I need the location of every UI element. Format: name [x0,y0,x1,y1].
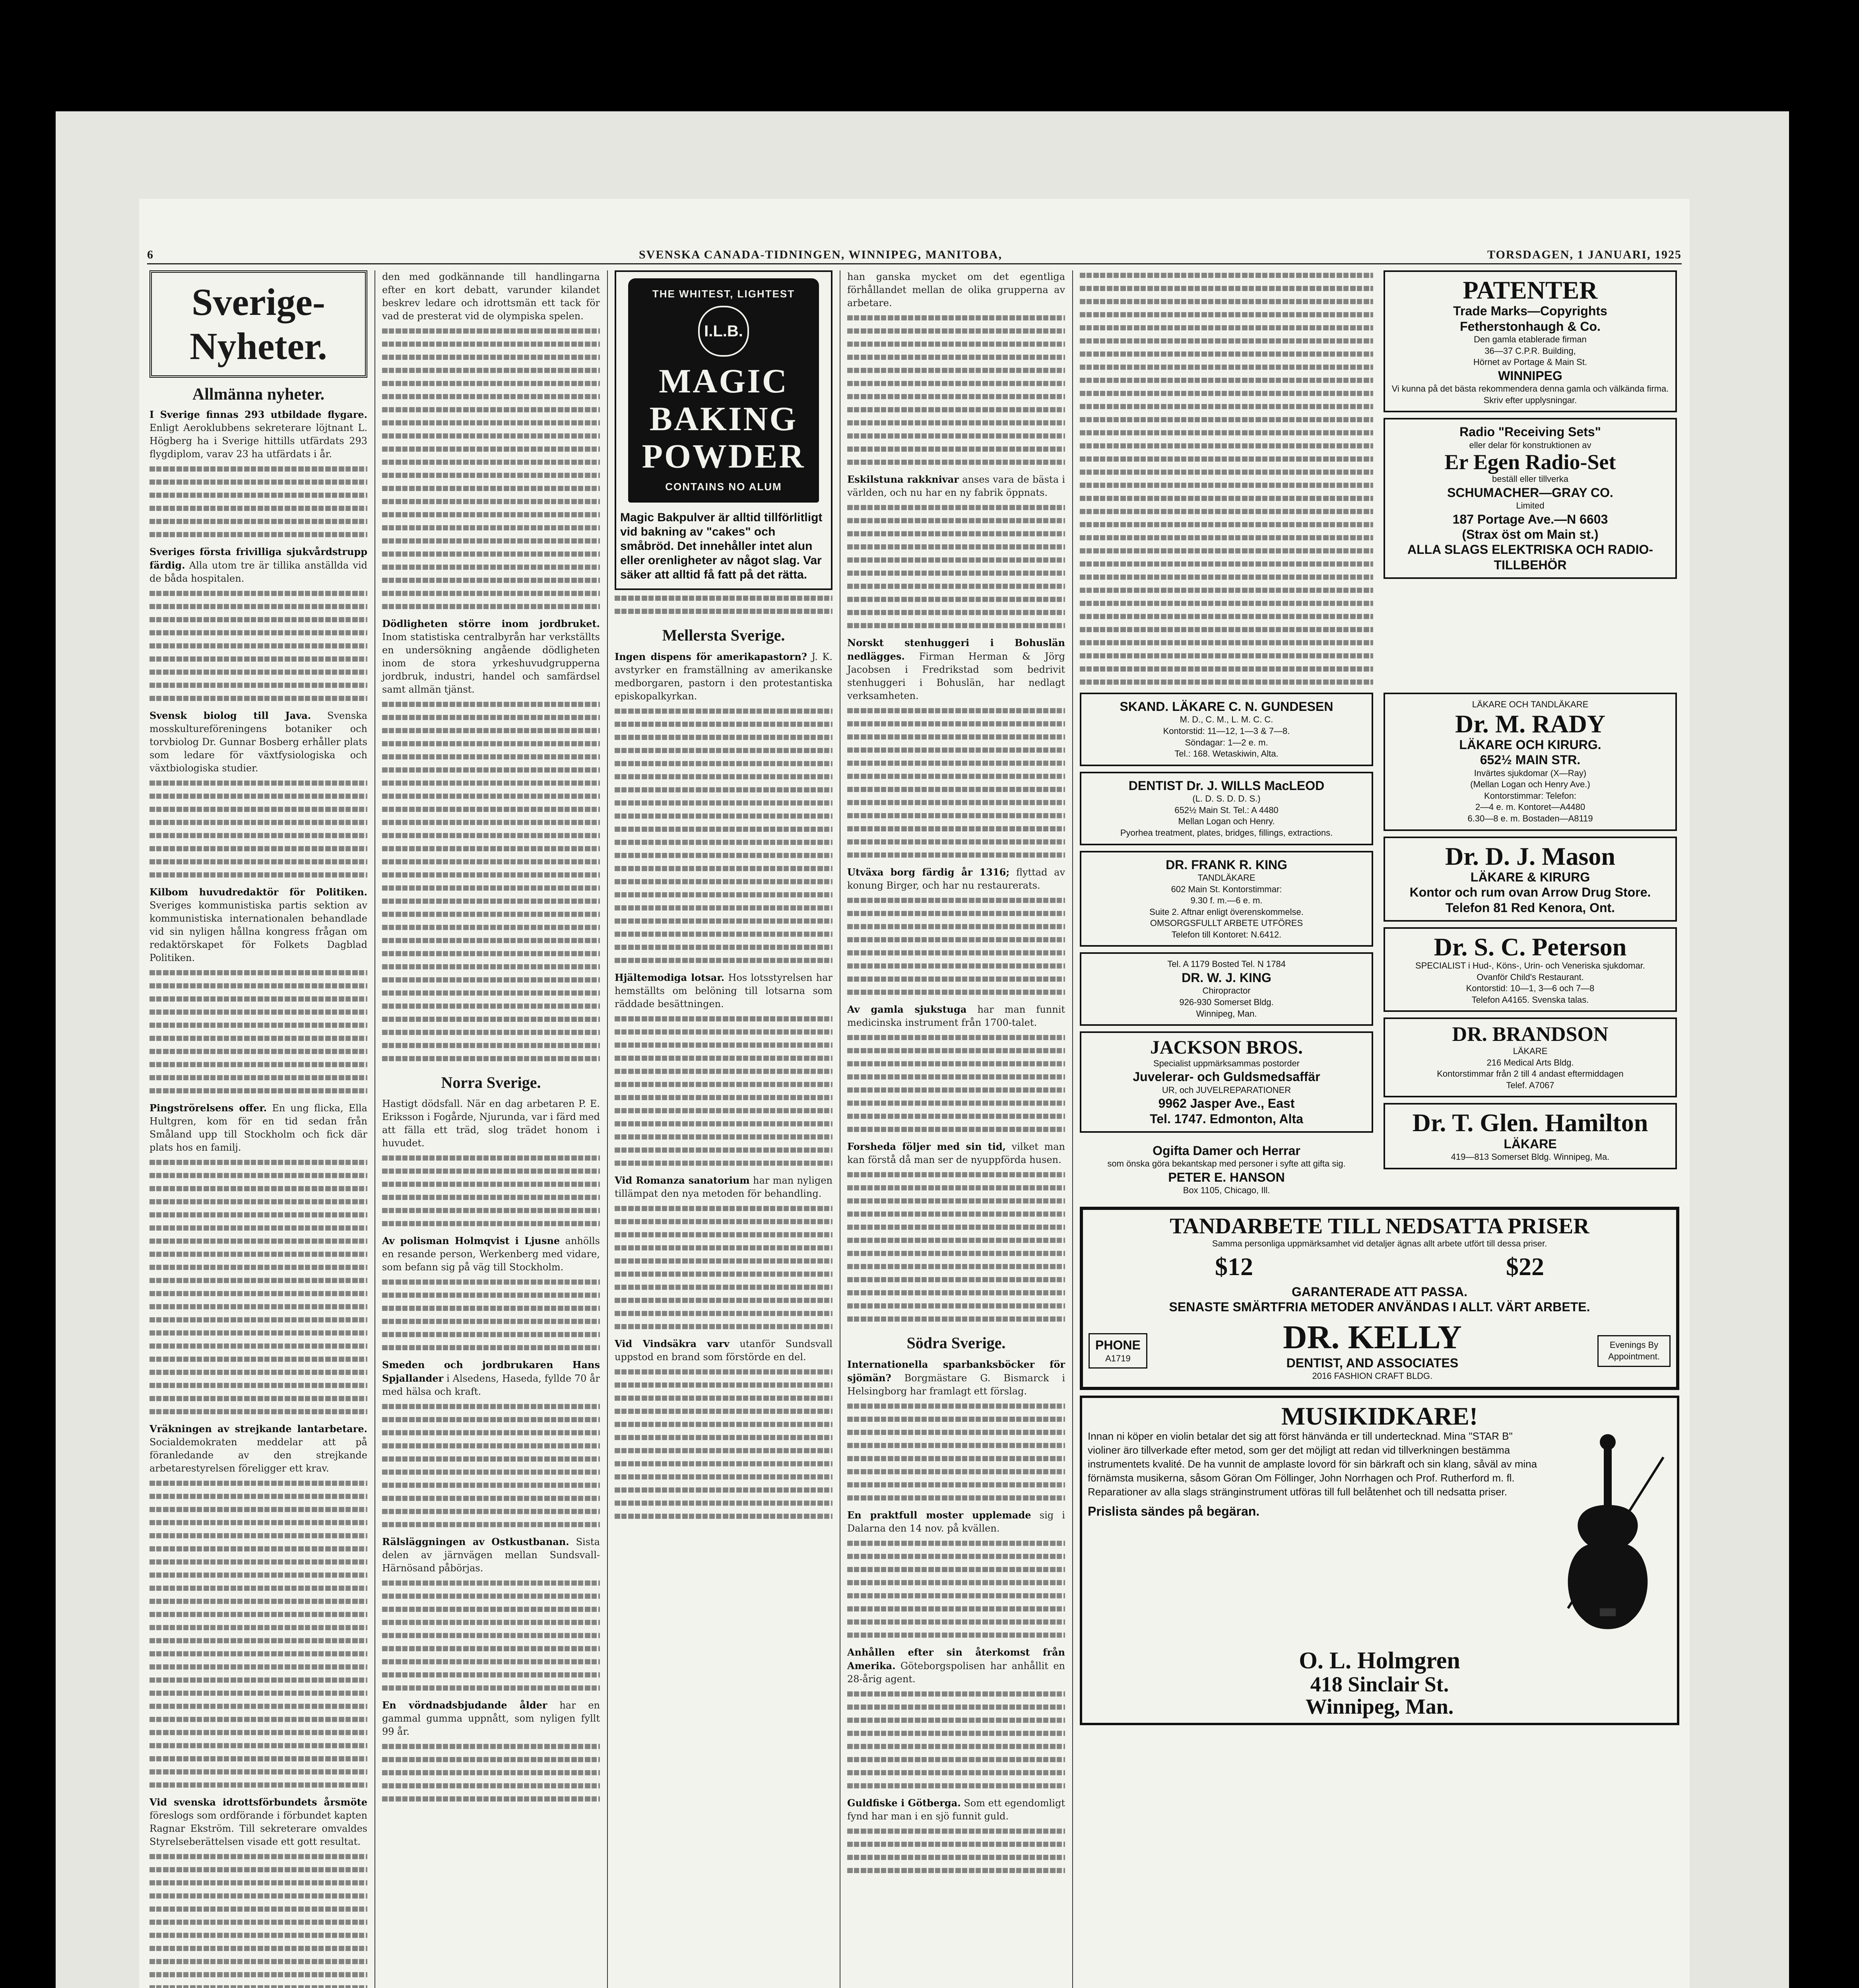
column-2 [380,270,602,1988]
article-text: Alla utom tre är tillika anställda vid de båda hospitalen. [149,560,367,584]
article-text: flyttad av konung Birger, och har nu restaurerats. [847,867,1065,891]
doctor-name: DR. KELLY [1283,1319,1462,1356]
body-text [615,1016,832,1166]
price-expression-plates: $22 [1506,1252,1544,1281]
card-line: 926-930 Somerset Bldg. [1179,997,1274,1008]
kelly-row [1089,1320,1671,1382]
article-lead: Hjältemodiga lotsar. [615,971,725,983]
article-text: den med godkännande till handlingarna efter en kort debatt, varunder kilandet beskrev ledare och idrottsmän ett tack för vad de presterat vid de olympiska spelen. [382,271,600,322]
article [149,1796,367,1848]
brand-name: MAGIC BAKING POWDER [642,362,805,476]
card-line: (Mellan Logan och Henry Ave.) [1470,779,1590,790]
card-line: 652½ Main St. Tel.: A 4480 [1174,805,1279,815]
baking-powder-can [628,278,819,503]
body-text [847,1172,1065,1322]
card-line: 419—813 Somerset Bldg. Winnipeg, Ma. [1451,1152,1610,1162]
column-3 [612,270,835,1988]
ad-line: Hörnet av Portage & Main St. [1473,357,1587,367]
ad-line: (Strax öst om Main st.) [1462,527,1599,542]
card-line: LÄKARE [1504,1136,1557,1151]
ad-copy: Magic Bakpulver är alltid tillförlitligt vid bakning av "cakes" och småbröd. Det innehåller intet alun eller orenligheter av något slag. Var säker att alltid få fatt på det rätta. [620,511,823,581]
body-text [149,1854,367,1988]
article-lead: Smeden och jordbrukaren Hans Spjallander [382,1359,600,1384]
directory-card [1384,1103,1677,1169]
article [149,709,367,775]
section-heading: Norra Sverige. [441,1074,541,1091]
body-text [149,591,367,701]
card-line: Tel. A 1179 Bosted Tel. N 1784 [1167,959,1286,969]
card-line: 652½ MAIN STR. [1480,753,1581,767]
ad-title: MUSIKIDKARE! [1281,1402,1478,1430]
article-text: En ung flicka, Ella Hultgren, kom för en tid sedan från Småland upp till Stockholm och fick där plats hos en familj. [149,1103,367,1153]
article [149,545,367,585]
card-line: Kontorstimmar från 2 till 4 andast eftermiddagen [1437,1069,1624,1079]
ad-line: Limited [1516,500,1545,511]
body-text [382,1404,600,1527]
body-text [615,1206,832,1329]
ad-line: Den gamla etablerade firman [1474,334,1587,344]
card-line: 6.30—8 e. m. Bostaden—A8119 [1467,813,1593,823]
article [382,270,600,323]
article [149,1422,367,1475]
column-1 [147,270,370,1988]
card-title: Dr. T. Glen. Hamilton [1412,1109,1648,1137]
card-line: 216 Medical Arts Bldg. [1486,1057,1574,1068]
can-top-label: THE WHITEST, LIGHTEST [652,288,795,300]
article-lead: Svensk biolog till Java. [149,710,311,721]
article-text: J. K. avstyrker en framställning av amerikanske medborgaren, pastorn i den protestantiska episkopalkyrkan. [615,651,832,702]
card-line: LÄKARE & KIRURG [1470,870,1590,884]
article-text: i Alsedens, Haseda, fyllde 70 år med hälsa och kraft. [382,1373,600,1397]
top-ads-left [1077,270,1376,693]
article-text: utanför Sundsvall uppstod en brand som förstörde en del. [615,1338,832,1363]
card-line: 9.30 f. m.—6 e. m. [1190,895,1263,906]
card-line: Telefon 81 Red Kenora, Ont. [1445,900,1615,915]
patent-ad [1384,270,1677,412]
article-text: sig i Dalarna den 14 nov. på kvällen. [847,1510,1065,1534]
masthead: SVENSKA CANADA-TIDNINGEN, WINNIPEG, MANITOBA, [638,248,1002,261]
directory-right [1381,693,1679,1207]
article-text: anhölls en resande person, Werkenberg med vidare, som befann sig på väg till Stockholm. [382,1235,600,1273]
card-title: DENTIST Dr. J. WILLS MacLEOD [1128,778,1325,793]
kelly-block [1283,1320,1462,1382]
dental-prices-ad [1080,1207,1679,1390]
article-lead: Pingströrelsens offer. [149,1102,267,1114]
directory-card [1384,927,1677,1012]
evenings-box: Evenings By Appointment. [1597,1335,1671,1367]
violin-text-col [1088,1429,1538,1519]
card-line: LÄKARE OCH TANDLÄKARE [1472,699,1589,709]
ad-line: Radio "Receiving Sets" [1459,425,1601,439]
directory-card [1080,1031,1373,1133]
newspaper-page [139,199,1690,1988]
article-lead: Vräkningen av strejkande lantarbetare. [149,1423,367,1435]
ad-line: Samma personliga uppmärksamhet vid detaljer ägnas allt arbete utfört till dessa priser. [1212,1238,1547,1248]
article-text: han ganska mycket om det egentliga förhållandet mellan de olika grupperna av arbetare. [847,271,1065,309]
card-line: Chiropractor [1202,986,1251,996]
price-plates: $12 [1215,1252,1253,1281]
article [847,473,1065,499]
article [847,1003,1065,1029]
article-text: Inom statistiska centralbyrån har verkställts en undersökning angående dödligheten inom de stora yrkeshuvudgrupperna jordbruk, industri, handel och samfärdsel samt allmän tjänst. [382,631,600,695]
ad-line: Trade Marks—Copyrights [1453,304,1607,318]
article [847,1358,1065,1398]
ad-line: 187 Portage Ave.—N 6603 [1452,512,1608,526]
body-text [382,702,600,1061]
card-line: Suite 2. Aftnar enligt överenskommelse. [1149,907,1304,917]
page-number: 6 [147,248,154,261]
directory-card [1080,952,1373,1026]
card-title: DR. BRANDSON [1452,1023,1609,1046]
article-text: Svenska mosskultureföreningens botaniker och torvbiolog Dr. Gunnar Bosberg erhåller plats som ledare för växtfysiologiska och växtbiologiska studier. [149,710,367,774]
section-masthead: Sverige-Nyheter. [149,270,367,378]
article [615,971,832,1011]
card-line: Ovanför Child's Restaurant. [1477,972,1584,982]
body-text [1080,273,1373,685]
card-line: Kontorstid: 10—1, 3—6 och 7—8 [1466,983,1595,994]
article-text: har man funnit medicinska instrument från 1700-talet. [847,1004,1065,1028]
ad-line: eller delar för konstruktionen av [1469,440,1591,450]
card-title: Dr. M. RADY [1455,709,1606,738]
phone-label: PHONE [1095,1338,1141,1353]
section-heading: Mellersta Sverige. [662,626,785,644]
article-lead: Vid svenska idrottsförbundets årsmöte [149,1796,367,1808]
card-title: Dr. D. J. Mason [1445,842,1615,870]
ad-title: TANDARBETE TILL NEDSATTA PRISER [1170,1213,1589,1239]
ad-line: GARANTERADE ATT PASSA. [1291,1284,1468,1299]
directory-card [1384,837,1677,922]
article-text: Sveriges kommunistiska partis sektion av kommunistiska internationalen behandlade vid sin nyligen hållna kongress frågan om redaktörskapet för Folkets Dagblad Politiken. [149,900,367,963]
directory-card [1080,851,1373,947]
card-line: Telef. A7067 [1506,1080,1554,1090]
article-lead: Av gamla sjukstuga [847,1004,967,1015]
body-text [847,1829,1065,1873]
firm-name: DENTIST, AND ASSOCIATES [1286,1355,1459,1370]
article-lead: I Sverige finnas 293 utbildade flygare. [149,409,367,420]
article [382,1097,600,1150]
article-lead: Forsheda följer med sin tid, [847,1141,1006,1152]
article-lead: Av polisman Holmqvist i Ljusne [382,1235,560,1246]
directory-card [1080,693,1373,766]
article-text: Som ett egendomligt fynd har man i en sjö funnit guld. [847,1798,1065,1822]
ad-line: WINNIPEG [1498,368,1562,383]
article [847,636,1065,703]
column-4 [845,270,1067,1988]
article-lead: Anhållen efter sin återkomst från Amerika. [847,1646,1065,1672]
card-line: Tel.: 168. Wetaskiwin, Alta. [1174,749,1279,759]
article [149,408,367,461]
merchant-name: O. L. Holmgren [1299,1647,1460,1673]
card-title: JACKSON BROS. [1150,1037,1303,1058]
price-row [1089,1253,1671,1280]
column-rule [607,270,608,1988]
card-line: Telefon A4165. Svenska talas. [1471,994,1589,1005]
body-text [847,1691,1065,1788]
card-line: Söndagar: 1—2 e. m. [1185,737,1268,747]
column-rule [1072,270,1073,1988]
body-text [847,1404,1065,1501]
body-text [847,898,1065,995]
article-text: har en gammal gumma uppnått, som nyligen fyllt 99 år. [382,1700,600,1737]
ad-title: Er Egen Radio-Set [1444,450,1616,474]
card-line: som önska göra bekantskap med personer i syfte att gifta sig. [1107,1159,1346,1169]
card-line: Specialist uppmärksammas postorder [1153,1058,1300,1068]
ilb-logo-icon: I.L.B. [698,306,749,357]
article [615,650,832,703]
article [615,1337,832,1364]
magic-baking-powder-ad [615,270,832,590]
ad-line: 36—37 C.P.R. Building, [1484,346,1576,356]
article-lead: Rälsläggningen av Ostkustbanan. [382,1536,569,1547]
directory-row [1077,693,1682,1207]
body-text [149,970,367,1093]
body-text [382,1744,600,1802]
article-lead: Guldfiske i Götberga. [847,1797,961,1809]
article-text: Göteborgspolisen har anhållit en 28-årig agent. [847,1660,1065,1685]
card-line: 602 Main St. Kontorstimmar: [1171,884,1282,894]
article-text: föreslogs som ordförande i förbundet kapten Ragnar Ekström. Till sekreterare omvaldes Styrelseberättelsen visade ett gott resultat. [149,1810,367,1847]
article-text: Sista delen av järnvägen mellan Sundsvall-Härnösand påbörjas. [382,1536,600,1574]
article-lead: Vid Vindsäkra varv [615,1338,730,1349]
card-line: PETER E. HANSON [1168,1170,1285,1184]
card-line: Invärtes sjukdomar (X—Ray) [1474,768,1587,778]
article [847,1508,1065,1535]
phone-box [1089,1333,1147,1369]
body-text [382,1279,600,1350]
firm-address: 2016 FASHION CRAFT BLDG. [1312,1371,1433,1381]
body-text [847,315,1065,465]
article [382,617,600,696]
article-lead: Utväxa borg färdig år 1316; [847,866,1010,878]
article-lead: Sveriges första frivilliga sjukvårdstrupp färdig. [149,546,367,571]
article [847,1646,1065,1686]
article [382,1535,600,1575]
body-text [847,1541,1065,1638]
ad-line: ALLA SLAGS ELEKTRISKA OCH RADIO-TILLBEHÖR [1407,542,1653,572]
article [382,1234,600,1274]
body-text [149,1481,367,1788]
merchant-street: 418 Sinclair St. [1310,1672,1449,1696]
article-lead: En vördnadsbjudande ålder [382,1699,547,1711]
body-text [149,1160,367,1414]
article [847,866,1065,892]
card-line: LÄKARE [1513,1046,1548,1056]
ad-title: PATENTER [1463,276,1598,304]
article-text: Enligt Aeroklubbens sekreterare löjtnant L. Högberg ha i Sverige hittills utfärdats 293 flygdiplom, varav 23 ha utfärdats i år. [149,422,367,460]
card-line: Tel. 1747. Edmonton, Alta [1150,1111,1303,1126]
body-text [847,505,1065,628]
article [382,1699,600,1738]
violin-body [1088,1429,1671,1644]
top-ads-row [1077,270,1682,693]
card-line: M. D., C. M., L. M. C. C. [1180,714,1273,725]
article-lead: Vid Romanza sanatorium [615,1174,750,1186]
card-title: DR. W. J. KING [1182,971,1271,985]
body-text [149,466,367,537]
card-line: Winnipeg, Man. [1196,1008,1257,1019]
ad-line: beställ eller tillverka [1492,474,1568,484]
article-text: Firman Herman & Jörg Jacobsen i Fredrikstad som bedrivit stenhuggeri i Bohuslän, har nedlagt verksamheten. [847,651,1065,701]
card-line: OMSORGSFULLT ARBETE UTFÖRES [1150,918,1303,928]
card-line: LÄKARE OCH KIRURG. [1459,737,1601,752]
body-text [149,780,367,878]
card-line: SPECIALIST i Hud-, Köns-, Urin- och Veneriska sjukdomar. [1415,961,1645,971]
issue-date: TORSDAGEN, 1 JANUARI, 1925 [1487,248,1682,261]
article-lead: Norskt stenhuggeri i Bohuslän nedlägges. [847,637,1065,662]
article-lead: Internationella sparbanksböcker för sjömän? [847,1359,1065,1384]
radio-ad [1384,418,1677,579]
ad-note: Prislista sändes på begäran. [1088,1504,1260,1519]
top-ads-right [1381,270,1679,693]
article-lead: En praktfull moster upplemade [847,1509,1031,1521]
body-text [382,1155,600,1226]
body-text [615,709,832,963]
article-text: Socialdemokraten meddelar att på föranledande av den strejkande arbetarestyrelsen föreligger ett krav. [149,1437,367,1474]
article-text: Borgmästare G. Bismarck i Helsingborg har framlagt ett förslag. [847,1373,1065,1397]
violin-icon [1544,1433,1671,1640]
directory-card [1080,772,1373,845]
directory-card [1080,1138,1373,1201]
body-text [847,708,1065,858]
card-title: DR. FRANK R. KING [1166,857,1287,872]
card-line: Pyorhea treatment, plates, bridges, fillings, extractions. [1120,827,1333,838]
merchant-city: Winnipeg, Man. [1305,1695,1454,1719]
page-header [147,247,1682,264]
card-line: 2—4 e. m. Kontoret—A4480 [1475,802,1585,812]
card-line: Telefon till Kontoret: N.6412. [1171,929,1282,940]
card-title: SKAND. LÄKARE C. N. GUNDESEN [1120,699,1333,714]
article-text: anses vara de bästa i världen, och nu har en ny fabrik öppnats. [847,474,1065,498]
card-line: UR, och JUVELREPARATIONER [1162,1085,1291,1095]
card-line: Box 1105, Chicago, Ill. [1183,1185,1270,1196]
article-lead: Kilbom huvudredaktör för Politiken. [149,886,367,898]
article [847,270,1065,310]
article [615,1174,832,1200]
article [149,1101,367,1154]
card-line: Mellan Logan och Henry. [1178,816,1275,827]
article [847,1796,1065,1823]
card-line: Kontor och rum ovan Arrow Drug Store. [1409,885,1651,900]
card-title: Dr. S. C. Peterson [1434,932,1627,961]
article-lead: Eskilstuna rakknivar [847,474,959,485]
body-text [615,596,832,614]
body-text [382,328,600,609]
ad-line: Vi kunna på det bästa rekommendera denna gamla och välkända firma. Skriv efter upplysningar. [1391,384,1669,405]
article [382,1358,600,1398]
card-line: 9962 Jasper Ave., East [1158,1096,1295,1111]
phone-number: A1719 [1105,1353,1131,1363]
article-text: Hos lotsstyrelsen har hemställts om belöning till lotsarna som räddade besättningen. [615,972,832,1010]
can-bottom-label: CONTAINS NO ALUM [665,480,782,493]
body-text [382,1580,600,1691]
article [847,1140,1065,1167]
section-heading: Södra Sverige. [906,1334,1006,1352]
ads-column [1077,270,1682,1988]
card-line: TANDLÄKARE [1197,872,1256,883]
section-heading: Allmänna nyheter. [192,385,325,404]
ad-copy: Innan ni köper en violin betalar det sig att först hänvända er till undertecknad. Mina "STAR B" violiner äro tillverkade efter metod, som ger det möjligt att redan vid tillverkningen bestämma instrumentets kvalité. De ha vunnit de amplaste lovord för sin bärkraft och sin klang, såväl av mina förnämsta musikerna, såsom Göran Om Föllinger, John Norrhagen och Prof. Rutherford m. fl. Reparationer av alla slags stränginstrument utföras till full belåtenhet och till nedsatta priser. [1088,1430,1537,1498]
body-text [847,1035,1065,1132]
violin-ad [1080,1396,1679,1726]
article-lead: Ingen dispens för amerikapastorn? [615,650,807,662]
ad-line: SENASTE SMÄRTFRIA METODER ANVÄNDAS I ALLT. VÄRT ARBETE. [1169,1299,1590,1314]
card-line: Juvelerar- och Guldsmedsaffär [1133,1070,1320,1084]
card-title: Ogifta Damer och Herrar [1153,1143,1300,1158]
ad-line: SCHUMACHER—GRAY CO. [1447,485,1613,500]
card-line: Kontorstimmar: Telefon: [1484,790,1576,801]
body-text [615,1369,832,1519]
article-text: vilket man kan förstå då man ser de nyuppförda husen. [847,1141,1065,1165]
directory-card [1384,693,1677,831]
article [149,885,367,965]
article-text: Hastigt dödsfall. När en dag arbetaren P. E. Eriksson i Fogårde, Njurunda, var i färd med att fälla ett träd, slog trädet honom i huvudet. [382,1098,600,1149]
directory-left [1077,693,1376,1207]
directory-card [1384,1017,1677,1097]
card-line: (L. D. S. D. D. S.) [1192,794,1261,804]
ad-line: Fetherstonhaugh & Co. [1460,319,1601,334]
article-text: har man nyligen tillämpat den nya metoden för behandling. [615,1175,832,1199]
article-lead: Dödligheten större inom jordbruket. [382,618,600,629]
card-line: Kontorstid: 11—12, 1—3 & 7—8. [1163,726,1290,736]
